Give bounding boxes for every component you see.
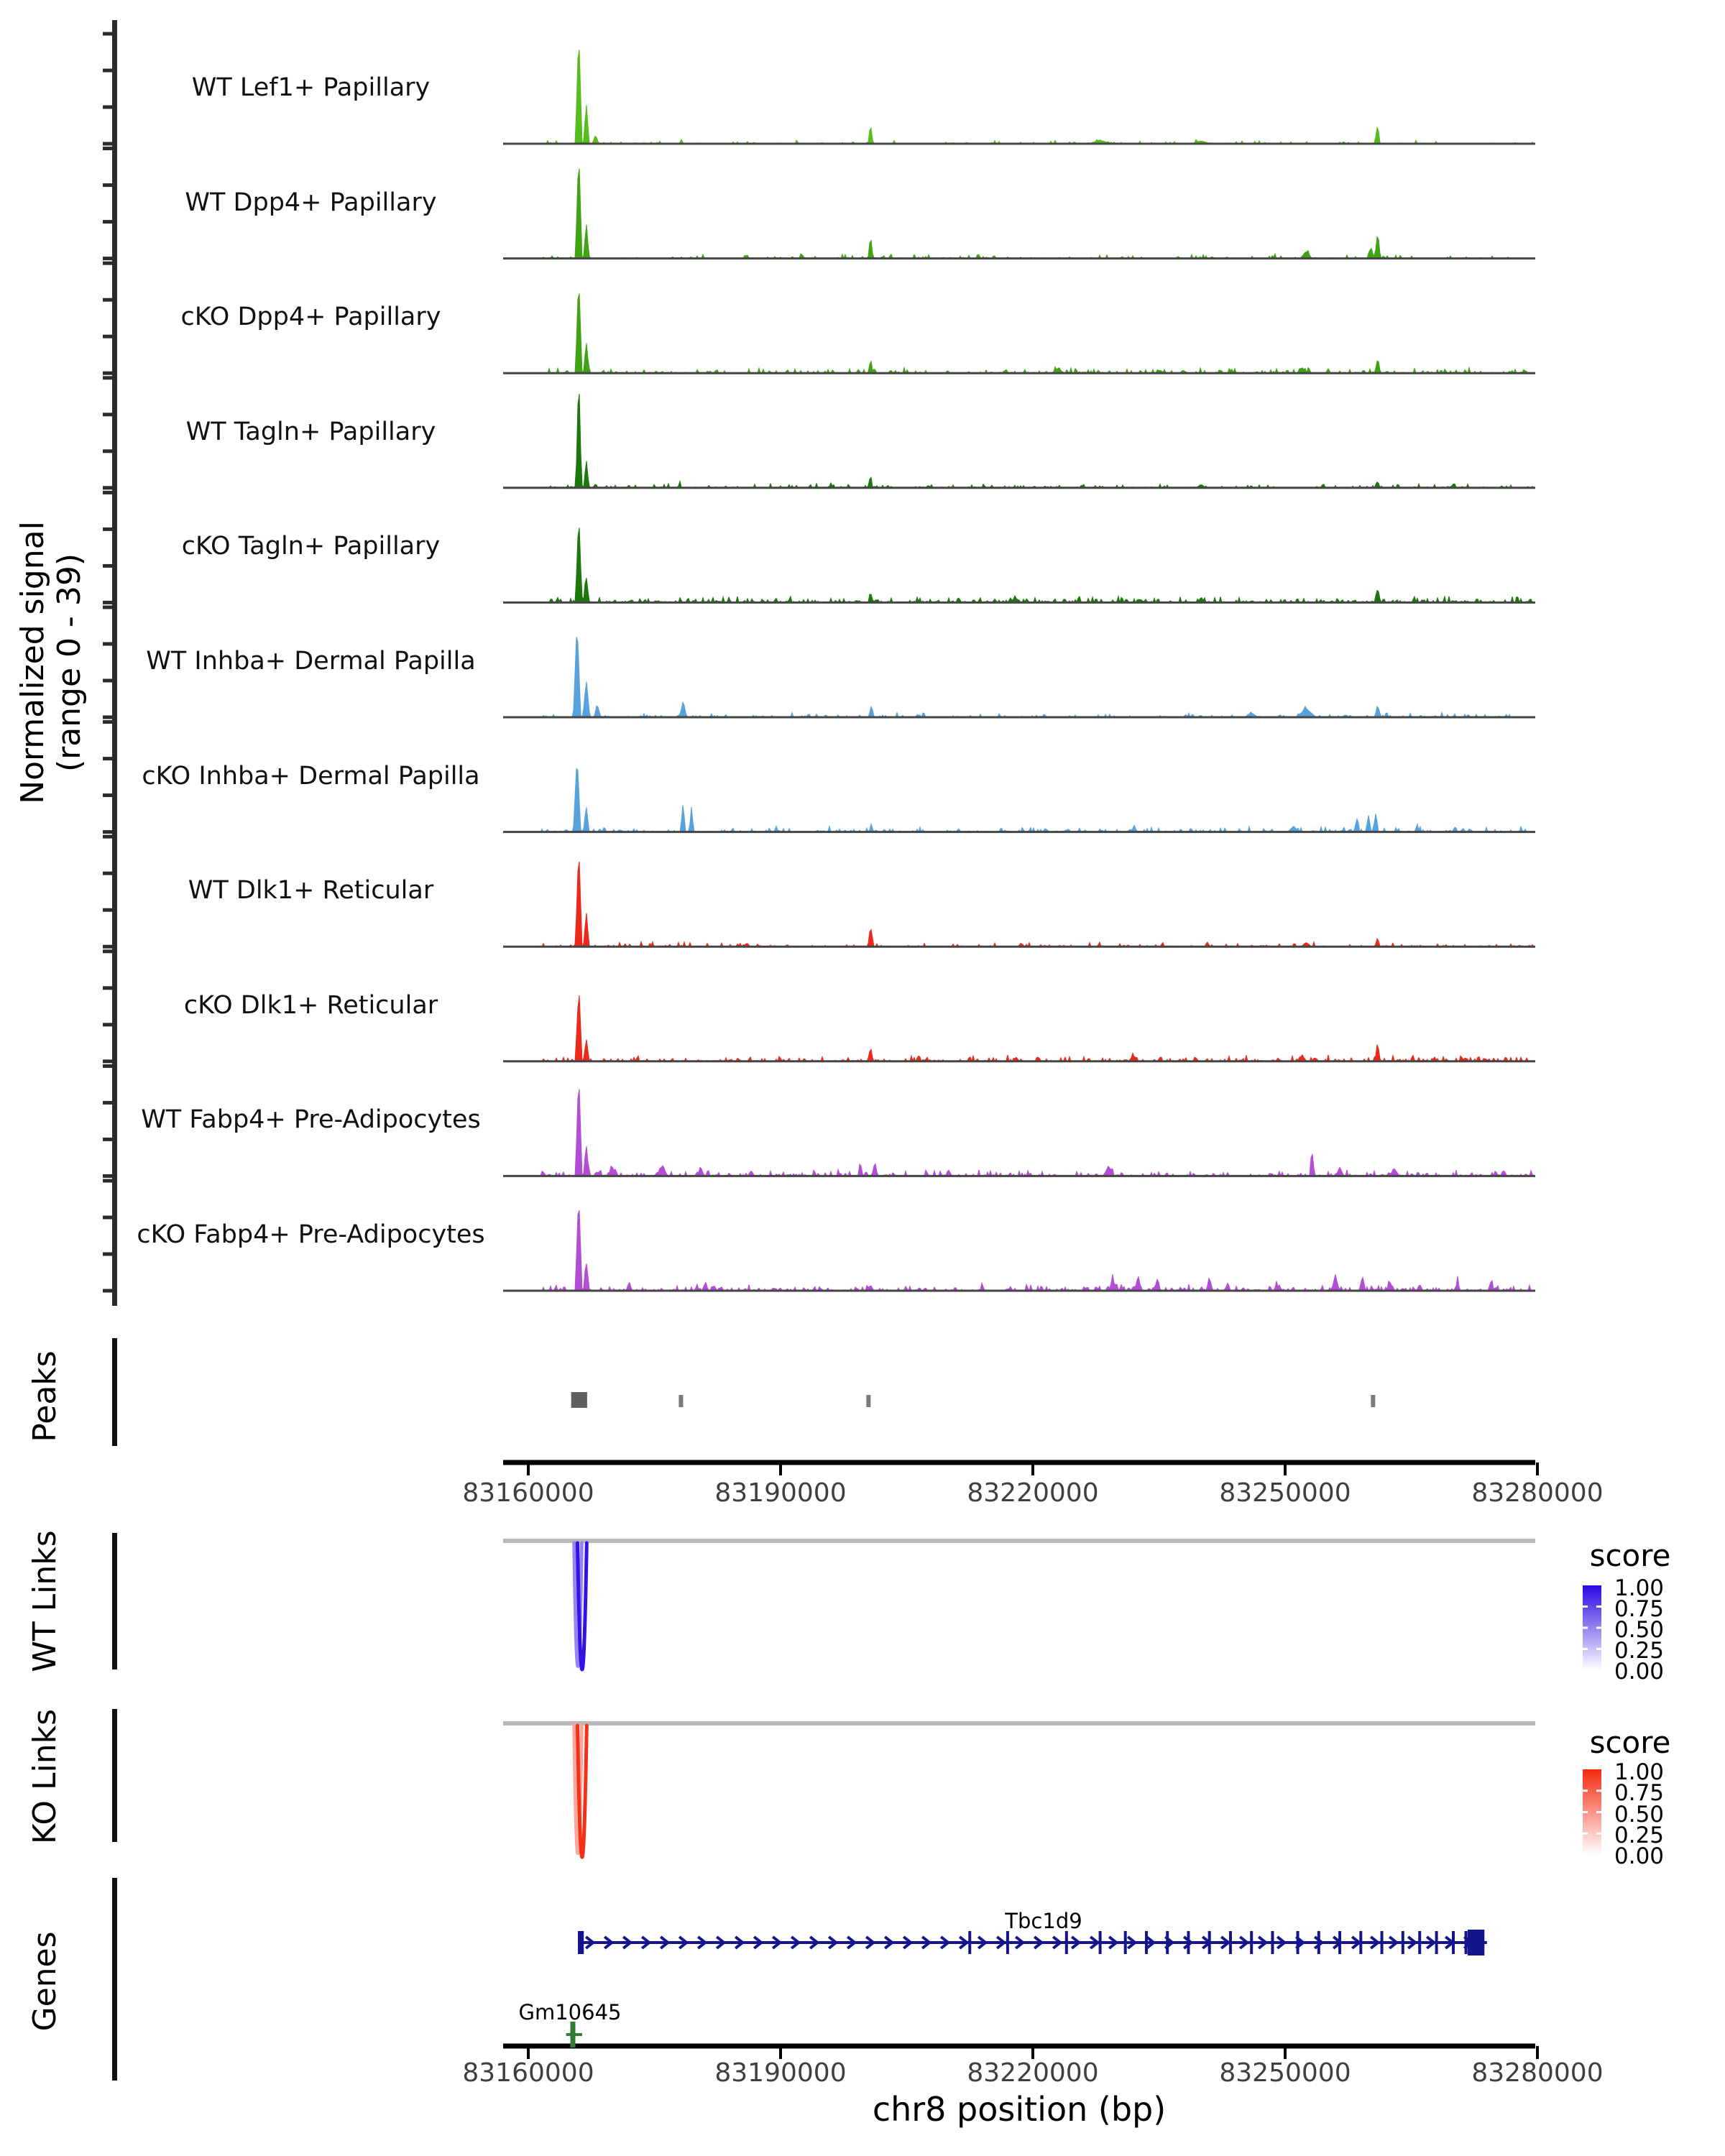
x-tick-label: 83190000 bbox=[714, 2058, 847, 2088]
track-label: cKO Dpp4+ Papillary bbox=[180, 303, 441, 332]
peaks-panel-label: Peaks bbox=[27, 1350, 63, 1442]
ko-links-panel-label: KO Links bbox=[27, 1708, 63, 1845]
ko-links-panel-bar bbox=[112, 1709, 117, 1842]
track-label: cKO Inhba+ Dermal Papilla bbox=[142, 761, 480, 791]
score-legend-tick: 0.00 bbox=[1614, 1843, 1665, 1869]
score-legend-tick: 0.75 bbox=[1614, 1780, 1665, 1807]
x-tick-label: 83160000 bbox=[462, 1478, 594, 1508]
score-legend-tick: 1.00 bbox=[1614, 1575, 1665, 1601]
signal-y-axis-bar bbox=[112, 20, 117, 1306]
signal-area bbox=[503, 1210, 1535, 1291]
signal-area bbox=[503, 293, 1535, 373]
track-label: WT Inhba+ Dermal Papilla bbox=[146, 647, 476, 676]
gene-start-block bbox=[578, 1931, 584, 1954]
signal-area bbox=[503, 1089, 1535, 1176]
signal-area bbox=[503, 637, 1535, 717]
track-label: cKO Tagln+ Papillary bbox=[181, 532, 441, 561]
track-label: WT Dlk1+ Reticular bbox=[188, 876, 434, 906]
gene-name-label: Gm10645 bbox=[518, 2000, 622, 2024]
x-tick-label: 83220000 bbox=[967, 2058, 1099, 2088]
x-tick-label: 83280000 bbox=[1471, 1478, 1604, 1508]
gene-name-label: Tbc1d9 bbox=[1005, 1909, 1082, 1933]
gene-end-block bbox=[571, 2022, 576, 2047]
signal-area bbox=[503, 528, 1535, 602]
wt-score-legend-title: score bbox=[1589, 1538, 1671, 1573]
track-label: WT Fabp4+ Pre-Adipocytes bbox=[141, 1105, 481, 1135]
peak-interval-rect bbox=[1371, 1395, 1375, 1407]
x-tick-label: 83160000 bbox=[462, 2058, 594, 2088]
track-label: cKO Fabp4+ Pre-Adipocytes bbox=[137, 1220, 485, 1249]
ko-score-legend-title: score bbox=[1589, 1725, 1671, 1760]
peaks-panel-bar bbox=[112, 1338, 117, 1446]
track-label: WT Lef1+ Papillary bbox=[191, 73, 431, 102]
y-axis-label-line2: (range 0 - 39) bbox=[51, 553, 88, 773]
peak-interval-rect bbox=[678, 1395, 683, 1407]
score-legend-tick: 1.00 bbox=[1614, 1759, 1665, 1785]
track-label: cKO Dlk1+ Reticular bbox=[183, 990, 438, 1020]
genes-panel-label: Genes bbox=[27, 1931, 63, 2032]
signal-area bbox=[503, 394, 1535, 488]
signal-area bbox=[503, 169, 1535, 259]
x-tick-label: 83190000 bbox=[714, 1478, 847, 1508]
track-label: WT Dpp4+ Papillary bbox=[185, 188, 437, 217]
score-legend-tick: 0.25 bbox=[1614, 1822, 1665, 1848]
signal-area bbox=[503, 769, 1535, 832]
wt-links-panel-label: WT Links bbox=[27, 1530, 63, 1672]
score-legend-tick: 0.50 bbox=[1614, 1801, 1665, 1828]
score-legend-tick: 0.75 bbox=[1614, 1596, 1665, 1622]
signal-area bbox=[503, 50, 1535, 144]
x-axis-title: chr8 position (bp) bbox=[872, 2090, 1167, 2129]
x-tick-label: 83220000 bbox=[967, 1478, 1099, 1508]
gene-end-block bbox=[1468, 1930, 1484, 1955]
signal-area bbox=[503, 862, 1535, 946]
peak-interval-rect bbox=[866, 1395, 870, 1407]
score-legend-tick: 0.00 bbox=[1614, 1659, 1665, 1685]
score-legend-tick: 0.50 bbox=[1614, 1617, 1665, 1643]
wt-links-panel-bar bbox=[112, 1533, 117, 1669]
score-legend-tick: 0.25 bbox=[1614, 1638, 1665, 1664]
x-tick-label: 83250000 bbox=[1219, 1478, 1351, 1508]
x-tick-label: 83280000 bbox=[1471, 2058, 1604, 2088]
peak-interval-rect bbox=[571, 1392, 587, 1408]
genes-panel-bar bbox=[112, 1878, 117, 2081]
x-tick-label: 83250000 bbox=[1219, 2058, 1351, 2088]
y-axis-label bbox=[14, 497, 98, 828]
y-axis-label-line1: Normalized signal bbox=[14, 521, 51, 804]
track-label: WT Tagln+ Papillary bbox=[185, 417, 436, 446]
signal-area bbox=[503, 995, 1535, 1061]
